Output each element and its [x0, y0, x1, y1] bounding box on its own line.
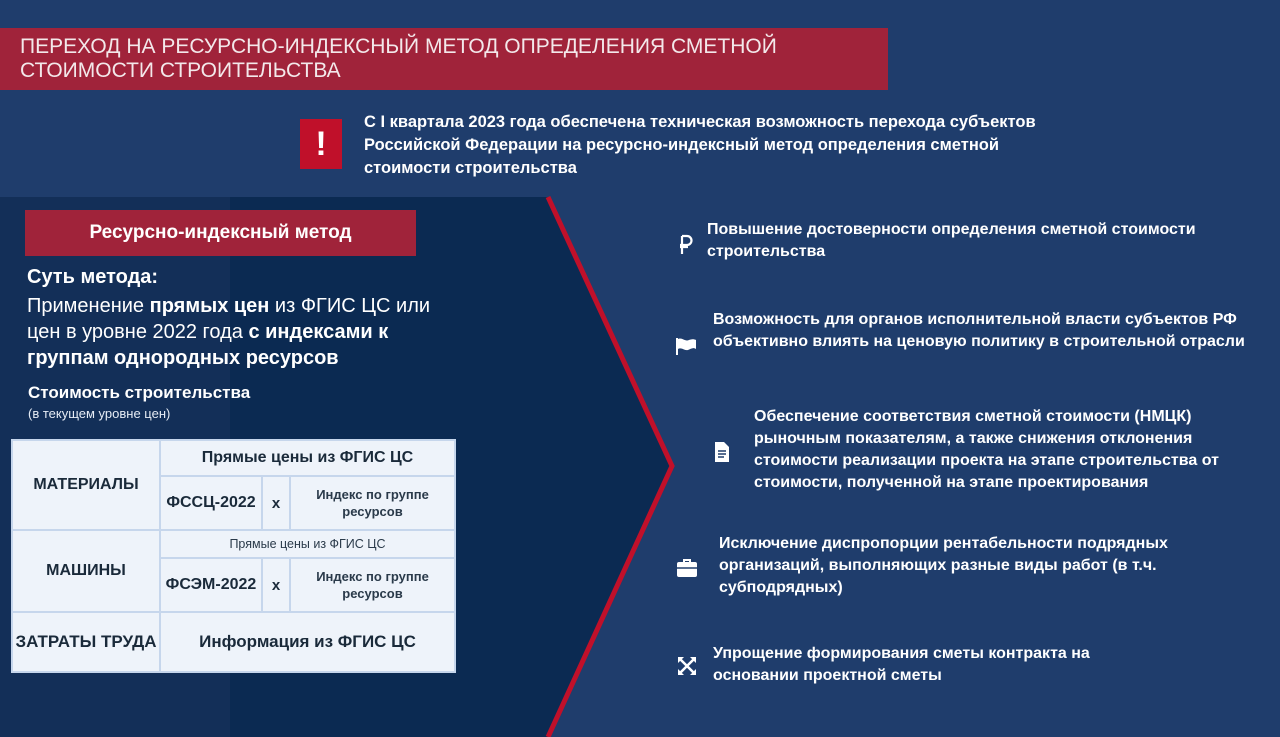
cost-subtitle: (в текущем уровне цен) — [28, 406, 171, 421]
materials-x: x — [262, 476, 290, 530]
arrows-icon — [675, 654, 699, 678]
essence-part-1: Применение — [27, 295, 150, 317]
machines-code: ФСЭМ-2022 — [160, 558, 262, 612]
benefit-2: Возможность для органов исполнительной власти субъектов РФ объективно влиять на ценовую политику в строительной отрасли — [713, 311, 1245, 350]
page-title: ПЕРЕХОД НА РЕСУРСНО-ИНДЕКСНЫЙ МЕТОД ОПРЕДЕЛЕНИЯ СМЕТНОЙ СТОИМОСТИ СТРОИТЕЛЬСТВА — [20, 35, 777, 82]
flag-icon — [674, 334, 698, 358]
cost-table — [11, 439, 456, 673]
materials-label: МАТЕРИАЛЫ — [12, 440, 160, 530]
essence-body — [27, 293, 467, 371]
materials-index: Индекс по группе ресурсов — [290, 476, 455, 530]
machines-label: МАШИНЫ — [12, 530, 160, 612]
machines-index: Индекс по группе ресурсов — [290, 558, 455, 612]
essence-title: Суть метода: — [27, 266, 159, 288]
materials-header: Прямые цены из ФГИС ЦС — [160, 440, 455, 476]
alert-text: С I квартала 2023 года обеспечена техническая возможность перехода субъектов Российской Федерации на ресурсно-индексный метод определения сметной стоимости строительства — [364, 113, 1036, 177]
benefit-4: Исключение диспропорции рентабельности подрядных организаций, выполняющих разные виды работ (в т.ч. субподрядных) — [719, 535, 1168, 596]
essence-part-2: прямых цен — [149, 295, 270, 317]
title-bar — [0, 28, 888, 90]
cost-title: Стоимость строительства — [28, 383, 251, 402]
ruble-icon — [674, 233, 698, 257]
document-icon — [710, 440, 734, 464]
materials-code: ФССЦ-2022 — [160, 476, 262, 530]
machines-header: Прямые цены из ФГИС ЦС — [160, 530, 455, 558]
machines-x: x — [262, 558, 290, 612]
essence-part-4: с индексами к группам однородных ресурсов — [27, 321, 389, 369]
benefit-1: Повышение достоверности определения сметной стоимости строительства — [707, 221, 1196, 260]
essence-part-3: из ФГИС ЦС или цен в уровне 2022 года — [27, 295, 431, 343]
exclamation-icon: ! — [300, 119, 342, 169]
benefit-5: Упрощение формирования сметы контракта на основании проектной сметы — [713, 645, 1090, 684]
briefcase-icon — [675, 556, 699, 580]
method-label: Ресурсно-индексный метод — [25, 210, 416, 256]
labor-label: ЗАТРАТЫ ТРУДА — [12, 612, 160, 672]
labor-info: Информация из ФГИС ЦС — [160, 612, 455, 672]
benefit-3: Обеспечение соответствия сметной стоимости (НМЦК) рыночным показателям, а также снижения отклонения стоимости реализации проекта на этапе строительства от стоимости, полученной на этапе проектирования — [754, 408, 1219, 491]
